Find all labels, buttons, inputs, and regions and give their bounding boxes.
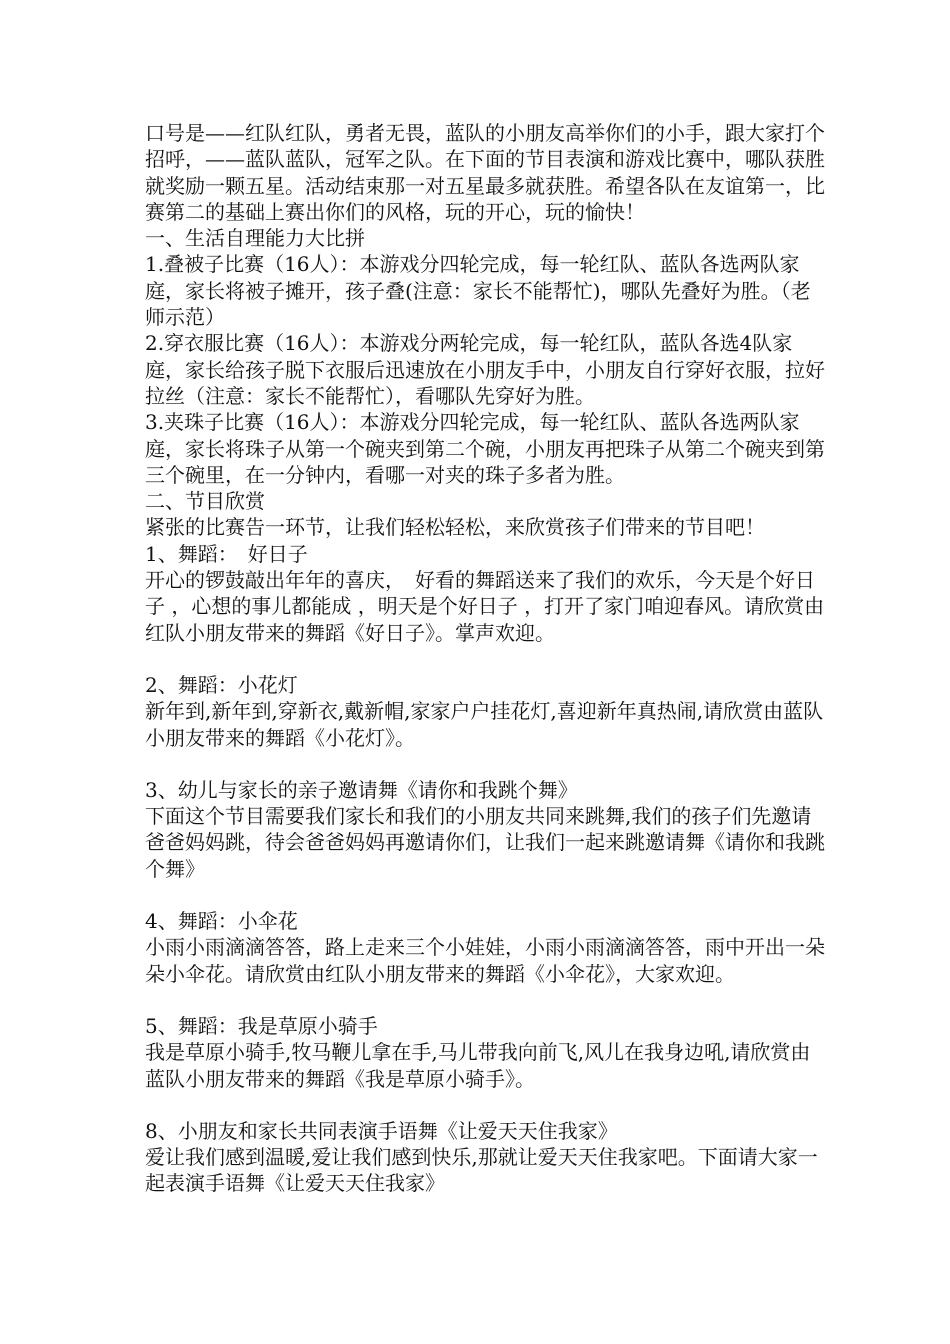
program-text-8: 爱让我们感到温暖,爱让我们感到快乐,那就让爱天天住我家吧。下面请大家一起表演手语舞《让爱天天住我家》 <box>145 1145 818 1196</box>
section-heading-1: 一、生活自理能力大比拼 <box>145 226 365 251</box>
blank-line <box>145 751 825 777</box>
blank-line <box>145 987 825 1013</box>
blank-line <box>145 646 825 672</box>
program-text-4: 小雨小雨滴滴答答，路上走来三个小娃娃，小雨小雨滴滴答答，雨中开出一朵朵小伞花。请欣赏由红队小朋友带来的舞蹈《小伞花》，大家欢迎。 <box>145 935 825 986</box>
program-text-5: 我是草原小骑手,牧马鞭儿拿在手,马儿带我向前飞,风儿在我身边吼,请欣赏由蓝队小朋友带来的舞蹈《我是草原小骑手》。 <box>145 1040 811 1091</box>
program-title-5: 5、舞蹈：我是草原小骑手 <box>145 1013 378 1038</box>
program-text-2: 新年到,新年到,穿新衣,戴新帽,家家户户挂花灯,喜迎新年真热闹,请欣赏由蓝队小朋友带来的舞蹈《小花灯》。 <box>145 699 824 750</box>
program-title-4: 4、舞蹈：小伞花 <box>145 909 298 934</box>
program-title-1: 1、舞蹈： 好日子 <box>145 541 308 566</box>
paragraph-intro: 口号是——红队红队，勇者无畏，蓝队的小朋友高举你们的小手，跟大家打个招呼，——蓝队蓝队，冠军之队。在下面的节目表演和游戏比赛中，哪队获胜就奖励一颗五星。活动结束那一对五星最多就获胜。希望各队在友谊第一，比赛第二的基础上赛出你们的风格，玩的开心，玩的愉快！ <box>145 121 825 224</box>
blank-line <box>145 882 825 908</box>
paragraph-game-3: 3.夹珠子比赛（16人）：本游戏分四轮完成，每一轮红队、蓝队各选两队家庭，家长将珠子从第一个碗夹到第二个碗，小朋友再把珠子从第二个碗夹到第三个碗里，在一分钟内，看哪一对夹的珠子多者为胜。 <box>145 410 825 487</box>
program-title-3: 3、幼儿与家长的亲子邀请舞《请你和我跳个舞》 <box>145 777 578 802</box>
paragraph-game-1: 1.叠被子比赛（16人）：本游戏分四轮完成，每一轮红队、蓝队各选两队家庭，家长将被子摊开，孩子叠(注意：家长不能帮忙)，哪队先叠好为胜。（老师示范） <box>145 252 811 330</box>
program-title-2: 2、舞蹈：小花灯 <box>145 672 298 697</box>
program-text-3: 下面这个节目需要我们家长和我们的小朋友共同来跳舞,我们的孩子们先邀请爸爸妈妈跳，待会爸爸妈妈再邀请你们，让我们一起来跳邀请舞《请你和我跳个舞》 <box>145 804 825 881</box>
program-text-1: 开心的锣鼓敲出年年的喜庆， 好看的舞蹈送来了我们的欢乐，今天是个好日子 ，心想的事儿都能成 ，明天是个好日子 ，打开了家门咱迎春风。请欣赏由红队小朋友带来的舞蹈《好日子》。掌声欢迎。 <box>145 568 825 645</box>
paragraph-section-2-intro: 紧张的比赛告一环节，让我们轻松轻松，来欣赏孩子们带来的节目吧！ <box>145 515 765 540</box>
section-heading-2: 二、节目欣赏 <box>145 489 265 514</box>
blank-line <box>145 1092 825 1118</box>
paragraph-game-2: 2.穿衣服比赛（16人）：本游戏分两轮完成，每一轮红队，蓝队各选4队家庭，家长给孩子脱下衣服后迅速放在小朋友手中，小朋友自行穿好衣服，拉好拉丝（注意：家长不能帮忙），看哪队先穿好为胜。 <box>145 331 825 408</box>
program-title-8: 8、小朋友和家长共同表演手语舞《让爱天天住我家》 <box>145 1118 618 1143</box>
document-body <box>145 120 825 1197</box>
